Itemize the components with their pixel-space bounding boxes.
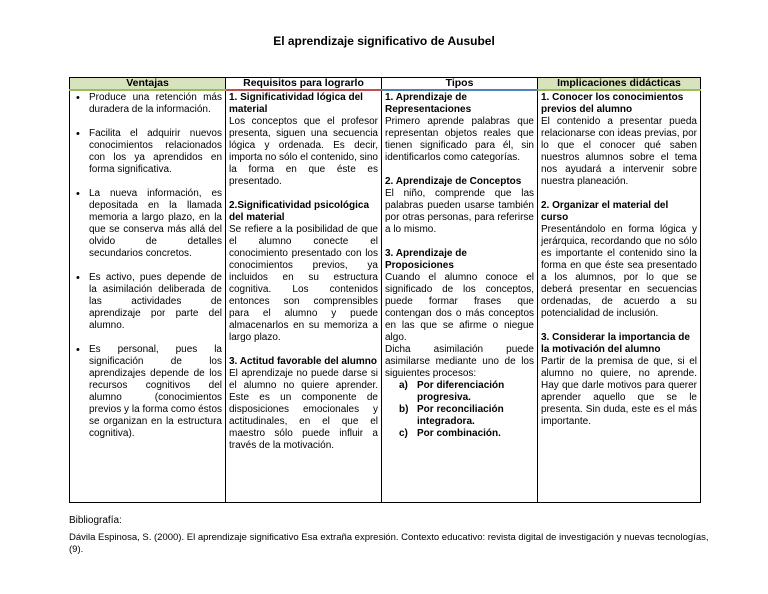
list-item: • Facilita el adquirir nuevos conocimientos relacionados con los ya aprendidos en forma significativa.: [89, 128, 222, 176]
table-row: [70, 90, 701, 503]
section-text: Dicha asimilación puede asimilarse mediante uno de los siguientes procesos:: [385, 344, 534, 379]
list-item: • Produce una retención más duradera de la información.: [89, 92, 222, 116]
list-marker: b): [399, 404, 409, 415]
requisitos-cell: [226, 90, 382, 503]
tipo-section: [385, 248, 534, 440]
header-tipos: Tipos: [382, 78, 538, 91]
header-ventajas: Ventajas: [70, 78, 226, 91]
page-title: El aprendizaje significativo de Ausubel: [273, 34, 495, 48]
table-header-row: [70, 78, 701, 91]
tipo-section: [385, 92, 534, 164]
section-text: Presentándolo en forma lógica y jerárquica, recordando que no sólo es importante el contenido sino la forma en que éste sea presentado a los alumnos, por lo que se deberá presentar en secuencias ordenadas, de acuerdo a su potencialidad de inclusión.: [541, 224, 697, 319]
header-requisitos: Requisitos para lograrlo: [226, 78, 382, 91]
bibliography-reference: Dávila Espinosa, S. (2000). El aprendizaje significativo Esa extraña expresión. Contexto educativo: revista digital de investigación y nuevas tecnologías, (9).: [69, 532, 709, 555]
tipo-section: [385, 176, 534, 236]
section-text: El contenido a presentar pueda relacionarse con ideas previas, por lo que el conocer qué saben nuestros alumnos sobre el tema nos ayudará a intervenir sobre nuestra planeación.: [541, 116, 697, 187]
list-item: [399, 380, 534, 404]
implicacion-section: [541, 92, 697, 188]
list-item: • La nueva información, es depositada en la llamada memoria a largo plazo, en la que se conserva más allá del olvido de detalles secundarios concretos.: [89, 188, 222, 260]
summary-table: [69, 77, 701, 503]
tipos-cell: [382, 90, 538, 503]
section-text: El aprendizaje no puede darse si el alumno no quiere aprender. Este es un componente de disposiciones emocionales y actitudinales, en el que el maestro sólo puede influir a través de la motivación.: [229, 368, 378, 451]
section-heading: 3. Considerar la importancia de la motivación del alumno: [541, 332, 690, 355]
list-marker: c): [399, 428, 408, 439]
section-text: Se refiere a la posibilidad de que el alumno conecte el conocimiento presentado con los conocimientos previos, ya incluidos en su estructura cognitiva. Los contenidos entonces son comprensibles para el alumno y puede almacenarlos en su memoriza a largo plazo.: [229, 224, 378, 343]
section-text: El niño, comprende que las palabras pueden usarse también por otras personas, para referirse a lo mismo.: [385, 188, 534, 235]
section-heading: 1. Conocer los conocimientos previos del alumno: [541, 92, 684, 115]
process-list: [385, 380, 534, 440]
section-heading: 3. Aprendizaje de Proposiciones: [385, 248, 467, 271]
section-heading: 2.Significatividad psicológica del material: [229, 200, 370, 223]
section-text: Primero aprende palabras que representan objetos reales que tienen significado para él, sin identificarlos como categorías.: [385, 116, 534, 163]
list-item: [399, 404, 534, 428]
section-heading: 3. Actitud favorable del alumno: [229, 356, 377, 367]
implicaciones-cell: [538, 90, 701, 503]
section-heading: 2. Organizar el material del curso: [541, 200, 669, 223]
section-text: Cuando el alumno conoce el significado de los conceptos, puede formar frases que contengan dos o más conceptos en las que se afirme o niegue algo.: [385, 272, 534, 343]
list-item: • Es activo, pues depende de la asimilación deliberada de las actividades de aprendizaje por parte del alumno.: [89, 272, 222, 332]
list-item-label: Por combinación.: [417, 428, 501, 439]
implicacion-section: [541, 332, 697, 428]
header-implicaciones: Implicaciones didácticas: [538, 78, 701, 91]
list-marker: a): [399, 380, 408, 391]
section-text: Los conceptos que el profesor presenta, siguen una secuencia lógica y ordenada. Es decir, importa no sólo el contenido, sino la forma en que éste es presentado.: [229, 116, 378, 187]
requisito-section: [229, 356, 378, 452]
requisito-section: [229, 200, 378, 344]
section-heading: 2. Aprendizaje de Conceptos: [385, 176, 522, 187]
section-heading: 1. Aprendizaje de Representaciones: [385, 92, 472, 115]
ventajas-cell: [70, 90, 226, 503]
ventajas-list: [73, 92, 222, 440]
list-item-label: Por diferenciación progresiva.: [417, 380, 505, 403]
list-item: • Es personal, pues la significación de los aprendizajes depende de los recursos cognitivos del alumno (conocimientos previos y la forma como éstos se organizan en la estructura cognitiva).: [89, 344, 222, 440]
section-text: Partir de la premisa de que, si el alumno no quiere, no aprende. Hay que darle motivos para querer aprender aquello que se le presenta. Sin duda, este es el más importante.: [541, 356, 697, 427]
section-heading: 1. Significatividad lógica del material: [229, 92, 363, 115]
implicacion-section: [541, 200, 697, 320]
bibliography-label: Bibliografía:: [69, 515, 122, 526]
requisito-section: [229, 92, 378, 188]
list-item: [399, 428, 534, 440]
list-item-label: Por reconciliación integradora.: [417, 404, 504, 427]
